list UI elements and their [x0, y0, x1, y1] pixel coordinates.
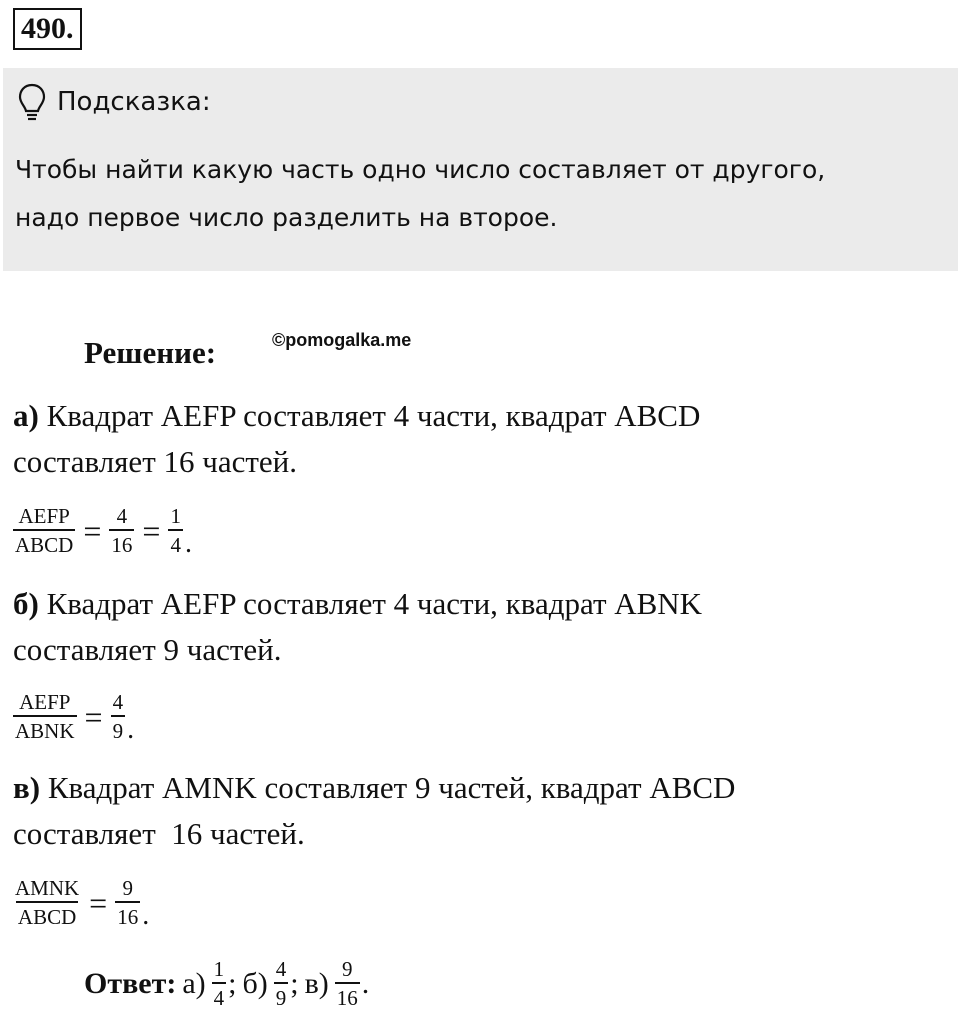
- fraction: [168, 504, 183, 558]
- fraction: [13, 504, 75, 558]
- fraction: [111, 690, 126, 744]
- equals-sign: =: [83, 513, 102, 549]
- fraction: [335, 957, 360, 1011]
- answer-a-label: а): [182, 967, 206, 1000]
- denominator: ABNK: [13, 715, 77, 744]
- numerator: AEFP: [18, 504, 70, 528]
- part-c-line2: составляет 16 частей.: [13, 816, 305, 851]
- answer-b-label: б): [242, 967, 268, 1000]
- separator: ;: [290, 967, 299, 1000]
- fraction: [212, 957, 227, 1011]
- numerator: 4: [116, 504, 128, 528]
- separator: ;: [228, 967, 237, 1000]
- equals-sign: =: [89, 885, 108, 921]
- fraction: [109, 504, 134, 558]
- fraction: [115, 876, 140, 930]
- fraction: [274, 957, 289, 1011]
- hint-text-line: Чтобы найти какую часть одно число составляет от другого,: [15, 155, 826, 184]
- denominator: 16: [335, 982, 360, 1011]
- part-b-line2: составляет 9 частей.: [13, 632, 282, 667]
- numerator: 9: [122, 876, 133, 900]
- solution-heading: Решение:: [84, 335, 217, 370]
- numerator: AEFP: [19, 690, 71, 714]
- part-a-line1: Квадрат AEFP составляет 4 части, квадрат ABCD: [46, 398, 701, 433]
- period: .: [361, 967, 370, 1000]
- part-b-text: [13, 581, 913, 673]
- fraction: [13, 876, 81, 930]
- denominator: ABCD: [16, 901, 78, 930]
- part-a-text: [13, 393, 913, 485]
- part-c-label: в): [13, 770, 41, 805]
- equals-sign: =: [142, 513, 161, 549]
- hint-header: [17, 82, 211, 122]
- answer-label: Ответ:: [84, 967, 177, 1000]
- denominator: 9: [274, 982, 289, 1011]
- part-b-line1: Квадрат AEFP составляет 4 части, квадрат ABNK: [46, 586, 703, 621]
- hint-text: [15, 146, 945, 242]
- period: .: [127, 714, 135, 745]
- period: .: [184, 528, 192, 559]
- answer-line: [84, 950, 369, 1018]
- numerator: 9: [342, 957, 353, 981]
- answer-c-label: в): [304, 967, 329, 1000]
- part-a-label: а): [13, 398, 39, 433]
- numerator: 4: [112, 690, 124, 714]
- part-c-text: [13, 765, 913, 857]
- numerator: 1: [170, 504, 181, 528]
- part-a-line2: составляет 16 частей.: [13, 444, 297, 479]
- numerator: 4: [275, 957, 287, 981]
- hint-title: Подсказка:: [57, 87, 211, 117]
- numerator: 1: [213, 957, 225, 981]
- period: .: [142, 900, 150, 931]
- part-c-line1: Квадрат AMNK составляет 9 частей, квадрат ABCD: [47, 770, 736, 805]
- part-a-equation: [13, 498, 192, 564]
- lightbulb-icon: [17, 82, 47, 122]
- denominator: 4: [168, 529, 183, 558]
- numerator: AMNK: [15, 876, 80, 900]
- denominator: 16: [115, 901, 140, 930]
- denominator: 16: [109, 529, 134, 558]
- part-b-label: б): [13, 586, 39, 621]
- denominator: 9: [111, 715, 126, 744]
- part-b-equation: [13, 684, 134, 750]
- denominator: ABCD: [13, 529, 75, 558]
- fraction: [13, 690, 77, 744]
- denominator: 4: [212, 982, 227, 1011]
- problem-number: 490.: [13, 8, 82, 50]
- hint-box: [3, 68, 958, 271]
- equals-sign: =: [84, 699, 103, 735]
- part-c-equation: [13, 870, 149, 936]
- watermark: ©pomogalka.me: [272, 330, 412, 350]
- hint-text-line: надо первое число разделить на второе.: [15, 203, 558, 232]
